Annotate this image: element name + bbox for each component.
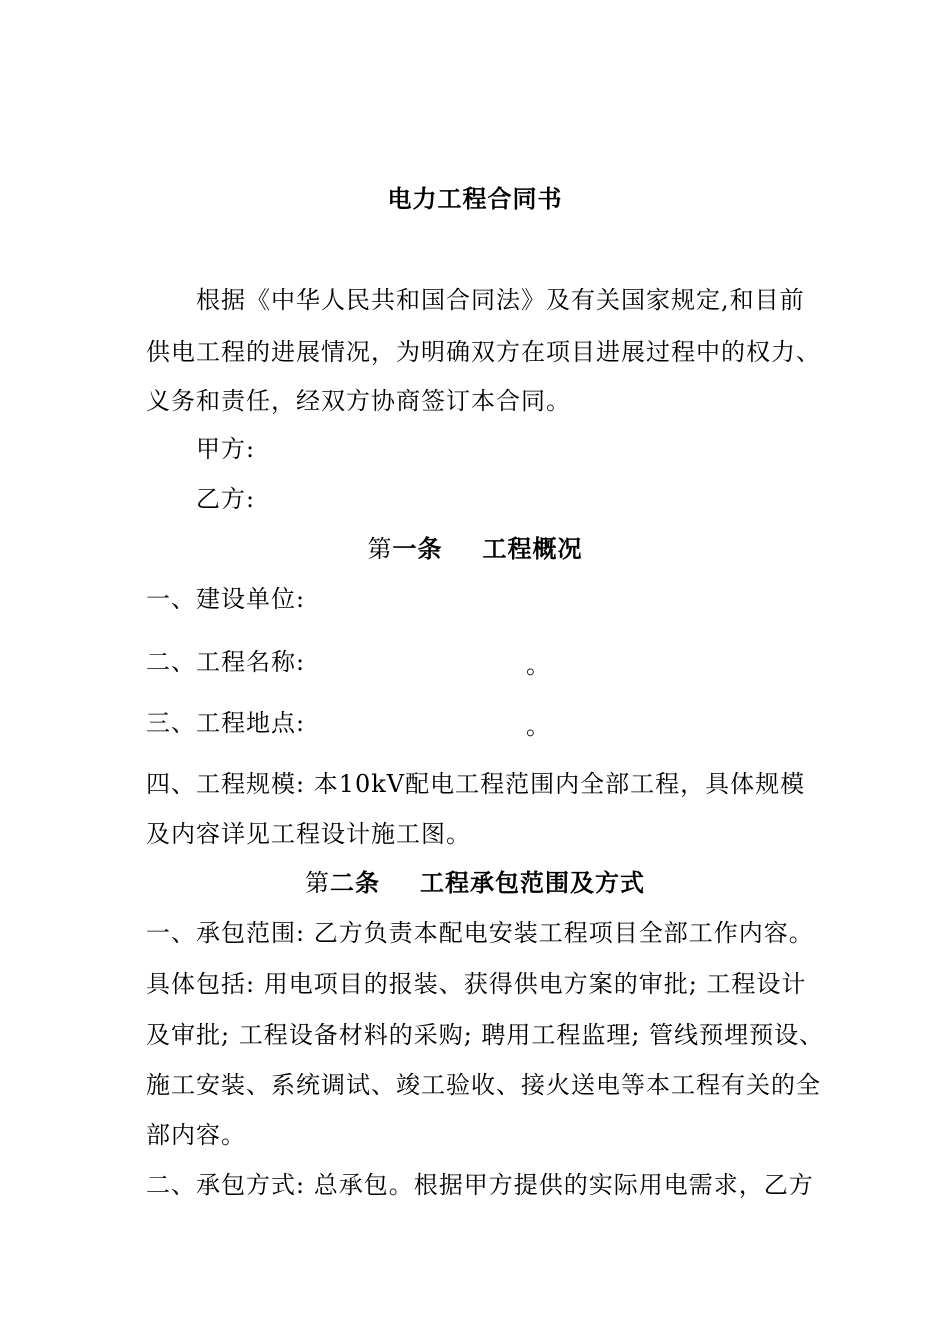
article-1-prefix: 第 [367,535,393,563]
article-2-scope-line-4: 施工安装、系统调试、竣工验收、接火送电等本工程有关的全 [146,1071,821,1099]
article-2-number: 二条 [330,868,380,897]
document-title: 电力工程合同书 [387,184,563,213]
article-1-item-2: 二、工程名称: [146,648,306,676]
intro-line-1: 根据《中华人民共和国合同法》及有关国家规定,和目前 [196,286,805,314]
article-1-item-1: 一、建设单位: [146,585,306,613]
intro-line-2: 供电工程的进展情况，为明确双方在项目进展过程中的权力、 [146,338,821,366]
project-name-end-mark: 。 [526,651,550,679]
article-2-scope-line-5: 部内容。 [146,1121,246,1149]
article-2-scope-line-3: 及审批; 工程设备材料的采购; 聘用工程监理; 管线预埋预设、 [146,1021,825,1049]
article-2-heading [0,866,950,900]
article-1-number: 一条 [392,534,443,563]
article-1-heading [0,532,950,566]
article-1-item-3: 三、工程地点: [146,709,306,737]
party-a-label: 甲方: [196,435,256,463]
article-1-scale-line-2: 及内容详见工程设计施工图。 [146,820,471,848]
article-2-scope-line-2: 具体包括: 用电项目的报装、获得供电方案的审批; 工程设计 [146,970,807,998]
intro-line-3: 义务和责任，经双方协商签订本合同。 [146,387,571,415]
article-2-scope-line-1: 一、承包范围: 乙方负责本配电安装工程项目全部工作内容。 [146,919,814,947]
project-location-end-mark: 。 [526,712,550,740]
article-1-title: 工程概况 [482,534,583,563]
article-1-scale-line-1: 四、工程规模: 本10kV配电工程范围内全部工程，具体规模 [146,770,806,798]
article-2-prefix: 第 [305,869,330,897]
article-2-method-line: 二、承包方式: 总承包。根据甲方提供的实际用电需求，乙方 [146,1171,814,1199]
article-2-title: 工程承包范围及方式 [420,868,645,897]
party-b-label: 乙方: [196,485,256,513]
